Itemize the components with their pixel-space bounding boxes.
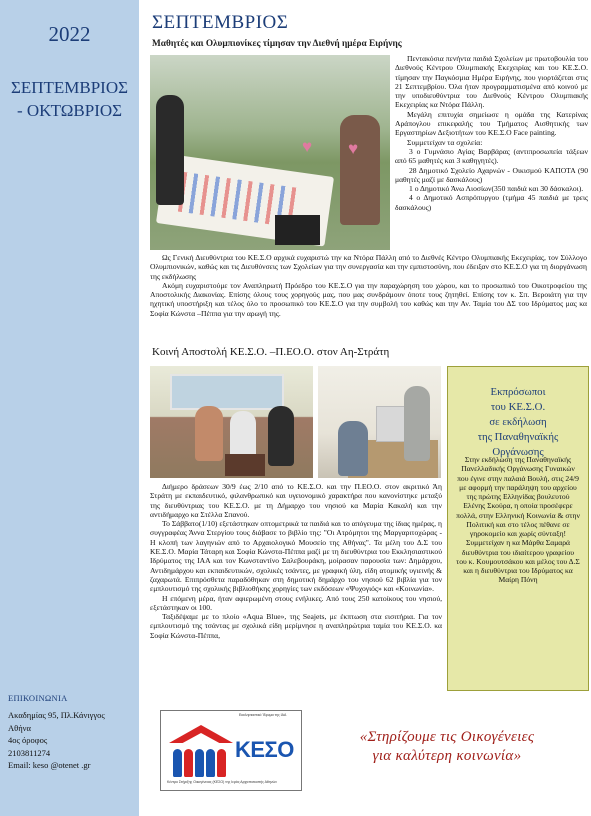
sidebar-month-2: - ΟΚΤΩΒΡΙΟΣ (16, 101, 123, 120)
photo-person (404, 386, 430, 461)
sidebox-title (448, 385, 588, 460)
sidebar (0, 0, 139, 816)
section1-subtitle: Μαθητές και Ολυμπιονίκες τίμησαν την Διεθνή ημέρα Ειρήνης (152, 39, 402, 49)
logo-wordmark: ΚΕΣΟ (235, 737, 294, 762)
sidebar-month-1: ΣΕΠΤΕΜΒΡΙΟΣ (10, 78, 129, 97)
sidebox-title-line: σε εκδήλωση (489, 416, 547, 428)
logo-figure (173, 749, 182, 777)
section1-title: ΣΕΠΤΕΜΒΡΙΟΣ (152, 12, 289, 33)
school-item: 4 ο Δημοτικό Ασπρόπυργου (τμήμα 45 παιδιά με τρεις δασκάλους) (395, 193, 588, 212)
paragraph: Πεντακόσια πενήντα παιδιά Σχολείων με πρωτοβουλία του Διεθνούς Κέντρου Ολυμπιακής Εκεχειρίας και του ΚΕ.Σ.Ο. τίμησαν την Παγκόσμια Ημέρα Ειρήνης, που γιορτάζεται στις 21 Σεπτεμβρίου. Όλα ήταν προγραμματισμένα από κοινού με την υποδιευθύντρια του Διεθνούς Κέντρου Ολυμπιακής Εκεχειρίας κα Ντόρα Πάλλη. (395, 54, 588, 110)
address-line: Ακαδημίας 95, Πλ.Κάνιγγος (8, 710, 105, 720)
sidebox (447, 366, 589, 691)
slogan-line: για καλύτερη κοινωνία» (372, 748, 522, 764)
slogan-line: «Στηρίζουμε τις Οικογένειες (359, 729, 535, 745)
section1-column-text (395, 54, 588, 212)
sidebox-title-line: Εκπρόσωποι (490, 386, 546, 398)
school-item: 1 ο Δημοτικό Άνω Λιοσίων(350 παιδιά και 30 δάσκαλοι). (409, 184, 584, 194)
keso-logo (160, 710, 302, 791)
logo-tagline: Εκκλησιαστικό Ίδρυμα της ΙΑΑ (239, 713, 287, 717)
school-visit-photo (150, 366, 313, 478)
slogan (314, 728, 580, 766)
photo-person (156, 95, 184, 205)
logo-figure (206, 749, 215, 777)
logo-bottom-text: Κέντρο Στήριξης Οικογένειας (ΚΕΣΟ) της Ιεράς Αρχιεπισκοπής Αθηνών (167, 780, 278, 784)
phone-number: 2103811274 (8, 747, 51, 758)
contact-title: ΕΠΙΚΟΙΝΩΝΙΑ (8, 693, 68, 703)
photo-person (338, 421, 368, 476)
logo-figure (195, 749, 204, 777)
photo-window (170, 374, 284, 410)
section1-full-text (150, 253, 587, 318)
paragraph: Ως Γενική Διευθύντρια του ΚΕ.Σ.Ο αρχικά ευχαριστώ την κα Ντόρα Πάλλη από το Διεθνές Κέντρο Ολυμπιακής Εκεχειρίας, τον Σύλλογο Ολυμπιονικών, καθώς και τις Διευθύνσεις των Σχολείων για την συνεργασία και την εμπιστοσύνη, που έδειξαν στο ΚΕ.Σ.Ο για τη διοργάνωση της εκδήλωσης (150, 253, 587, 281)
section2-title: Κοινή Αποστολή ΚΕ.Σ.Ο. –Π.ΕΟ.Ο. στον Αη-Στράτη (152, 346, 390, 358)
logo-figure (184, 749, 193, 777)
sidebox-title-line: του ΚΕ.Σ.Ο. (490, 401, 546, 413)
sidebar-months (4, 76, 135, 122)
heart-icon: ♥ (348, 139, 359, 158)
school-item: 3 ο Γυμνάσιο Αγίας Βαρβάρας (αντιπροσωπεία τάξεων από 65 μαθητές και 3 καθηγητές). (395, 146, 588, 166)
peace-day-photo (150, 55, 390, 250)
paragraph: Διήμερο δράσεων 30/9 έως 2/10 από το ΚΕ.Σ.Ο. και την Π.ΕΟ.Ο. στον ακριτικό Άη Στράτη με εκπαιδευτικό, φιλανθρωπικό και υγειονομικό χαρακτήρα που κανονίστηκε μεταξύ της διευθύντριας του ΚΕ.Σ.Ο. με τη Δήμαρχο του νησιού κα Μαρία Κακαλή και την αντιδήμαρχο κα Στέλλα Σπανού. (150, 482, 442, 519)
sidebox-title-line: Οργάνωσης (492, 446, 544, 458)
photo-person (195, 406, 223, 461)
paragraph: Το Σάββατο(1/10) εξετάστηκαν οπτομετρικά τα παιδιά και το απόγευμα της ίδιας ημέρας, η συγγραφέας Άννα Στεργίου τους διάβασε το βιβλίο της: "Οι Ατρόμητοι της Μαργαριτοχώρας - Η κλοπή των λαγηνιών από το Αρχαιολογικό Μουσείο της Αθήνας". Τα μέλη του Δ.Σ του ΚΕ.Σ.Ο. Μαρία Τάταρη και Σοφία Κώνστα-Πέππα μαζί με τη διευθύντρια του Εκκλησιαστικού Ιδρύματος της ΙΑΑ και τον Κωνσταντίνο Σαλεβουράκη, μοίρασαν παρουσία των: Δημάρχου, Αντιδημάρχου και εκπαιδευτικών, σχολικές τσάντες, με γραφική ύλη, είδη ατομικής υγιεινής & ζαχαρωτά. Επιπρόσθετα παραδόθηκαν στη δημοτική δημάρχο του νησιού 62 βιβλία για τον εμπλουτισμό της σχολικής βιβλιοθήκης χορηγίες των εκδόσεων «Ψυχογιός» και «Κοινωνία». (150, 519, 442, 594)
sidebar-year: 2022 (48, 22, 91, 46)
sidebox-text: Στην εκδήλωση της Παναθηναϊκής Πανελλαδικής Οργάνωσης Γυναικών που έγινε στην παλαιά Βουλή, στις 24/9 με αφορμή την παράληψη του αρχείου της πρώτης Ελληνίδας βουλευτού Ελένης Σκούρα, η οποία προσέφερε πολλά, στην Ελληνική Κοινωνία & στην Πολιτική και στο τέλος πέθανε σε γηροκομείο και χωρίς σύνταξη! Συμμετείχαν η κα Μάρθα Σαμαρά διευθύντρια του ιδιαίτερου γραφείου του κ. Κουμουτσάκου και μέλος του Δ.Σ και η διευθύντρια του Ιδρύματος κα Μαίρη Πόνη (456, 455, 580, 585)
eye-exam-photo (318, 366, 441, 478)
paragraph: Μεγάλη επιτυχία σημείωσε η ομάδα της Κατερίνας Αράπογλου επικεφαλής του Τμήματος Αισθητικής των Εργαστηρίων Δεξιοτήτων του ΚΕ.Σ.Ο Face painting. (395, 109, 588, 138)
address-line: Αθήνα (8, 722, 31, 733)
section2-text (150, 482, 442, 640)
logo-figure (217, 749, 226, 777)
photo-person (268, 406, 294, 466)
sidebox-title-line: της Παναθηναϊκής (477, 431, 559, 443)
address-line: 4ος όροφος (8, 735, 48, 745)
school-item: 28 Δημοτικό Σχολείο Αχαρνών - Οικισμού ΚΑΠΟΤΑ (90 μαθητές μαζί με δασκάλους) (395, 165, 588, 184)
photo-person (340, 115, 380, 225)
logo-roof-inner (179, 733, 223, 745)
paragraph: Ακόμη ευχαριστούμε τον Αναπληρωτή Πρόεδρο του ΚΕ.Σ.Ο για την παραχώρηση του χώρου, και το προσωπικό του Οικοτροφείου της Αποστολικής Διακονίας. Επίσης όλους τους χορηγούς μας, που μας συνδράμουν όποτε τους ζητηθεί. Επίσης τον κ. Σπ. Βεροιάτη για την ηχητική υποστήριξη και τέλος όλο το προσωπικό του ΚΕ.Σ.Ο για την συμβολή του καθώς και την Αν. Ταμία του ΔΣ του Ιδρύματος μας κα Σοφία Κώνστα –Πέππα για την αρωγή της. (150, 280, 587, 318)
heart-icon: ♥ (302, 137, 313, 156)
paragraph: Η επόμενη μέρα, ήταν αφιερωμένη στους ενήλικες. Από τους 250 κατοίκους του νησιού, εξετάστηκαν οι 100. (150, 593, 442, 612)
paragraph: Συμμετείχαν τα σχολεία: (407, 137, 483, 147)
email-address[interactable]: Email: keso @otenet .gr (8, 760, 91, 770)
paragraph: Ταξιδέψαμε με το πλοίο «Aqua Blue», της Seajets, με έκπτωση στα εισιτήρια. Για τον εμπλουτισμό της τσάντας με σχολικά είδη μερίμνησε η αναπληρώτρια ταμία του ΚΕ.Σ.Ο. κα Σοφία Κώνστα-Πέππα, (150, 612, 442, 640)
photo-bags (225, 454, 265, 476)
photo-paint-box (275, 215, 320, 245)
contact-address (8, 709, 105, 772)
